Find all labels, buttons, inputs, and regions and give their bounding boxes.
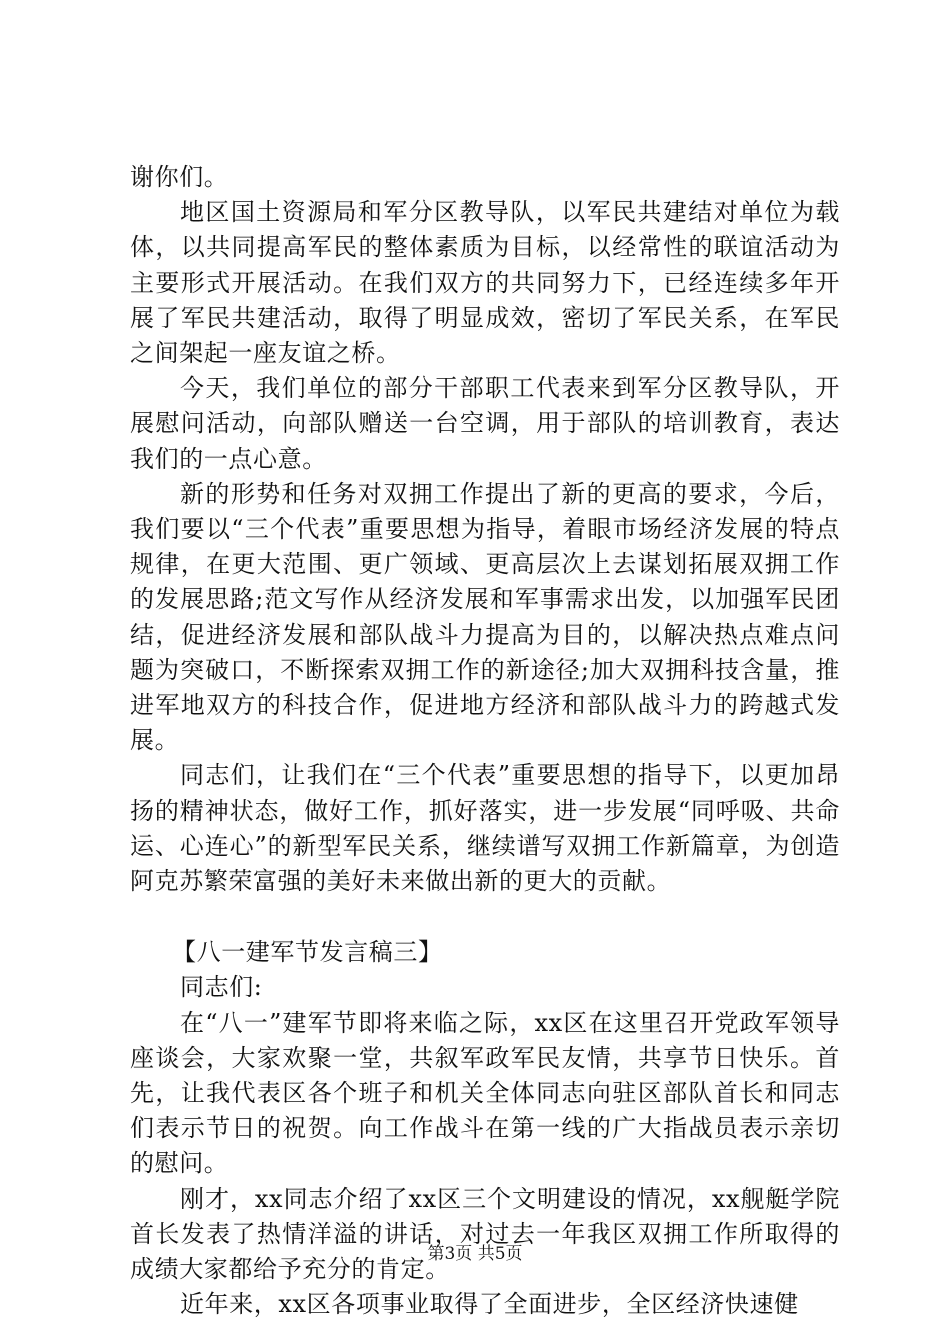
paragraph: 近年来，xx区各项事业取得了全面进步，全区经济快速健: [180, 1290, 799, 1319]
page-footer: [0, 1242, 950, 1266]
paragraph-continuation: 谢你们。: [130, 163, 229, 191]
salutation: 同志们:: [180, 973, 263, 1002]
paragraph: 今天，我们单位的部分干部职工代表来到军分区教导队，开展慰问活动，向部队赠送一台空调，用于部队的培训教育，表达我们的一点心意。: [130, 374, 840, 473]
paragraph: 同志们，让我们在“三个代表”重要思想的指导下，以更加昂扬的精神状态，做好工作，抓好落实，进一步发展“同呼吸、共命运、心连心”的新型军民关系，继续谱写双拥工作新篇章，为创造阿克苏繁荣富强的美好未来做出新的更大的贡献。: [130, 761, 840, 896]
paragraph: 刚才，xx同志介绍了xx区三个文明建设的情况，xx舰艇学院首长发表了热情洋溢的讲话，对过去一年我区双拥工作所取得的成绩大家都给予充分的肯定。: [130, 1184, 840, 1284]
paragraph: 地区国土资源局和军分区教导队，以军民共建结对单位为载体，以共同提高军民的整体素质为目标，以经常性的联谊活动为主要形式开展活动。在我们双方的共同努力下，已经连续多年开展了军民共建活动，取得了明显成效，密切了军民关系，在军民之间架起一座友谊之桥。: [130, 198, 840, 368]
document-body: [130, 160, 840, 1323]
paragraph: 新的形势和任务对双拥工作提出了新的更高的要求，今后，我们要以“三个代表”重要思想为指导，着眼市场经济发展的特点规律，在更大范围、更广领域、更高层次上去谋划拓展双拥工作的发展思路;范文写作从经济发展和军事需求出发，以加强军民团结，促进经济发展和部队战斗力提高为目的，以解决热点难点问题为突破口，不断探索双拥工作的新途径;加大双拥科技含量，推进军地双方的科技合作，促进地方经济和部队战斗力的跨越式发展。: [130, 479, 840, 755]
section-heading: 【八一建军节发言稿三】: [172, 938, 443, 967]
paragraph: 在“八一”建军节即将来临之际，xx区在这里召开党政军领导座谈会，大家欢聚一堂，共叙军政军民友情，共享节日快乐。首先，让我代表区各个班子和机关全体同志向驻区部队首长和同志们表示节日的祝贺。向工作战斗在第一线的广大指战员表示亲切的慰问。: [130, 1008, 840, 1178]
page-indicator: 第3页 共5页: [427, 1244, 523, 1264]
section-spacer: [130, 899, 840, 935]
